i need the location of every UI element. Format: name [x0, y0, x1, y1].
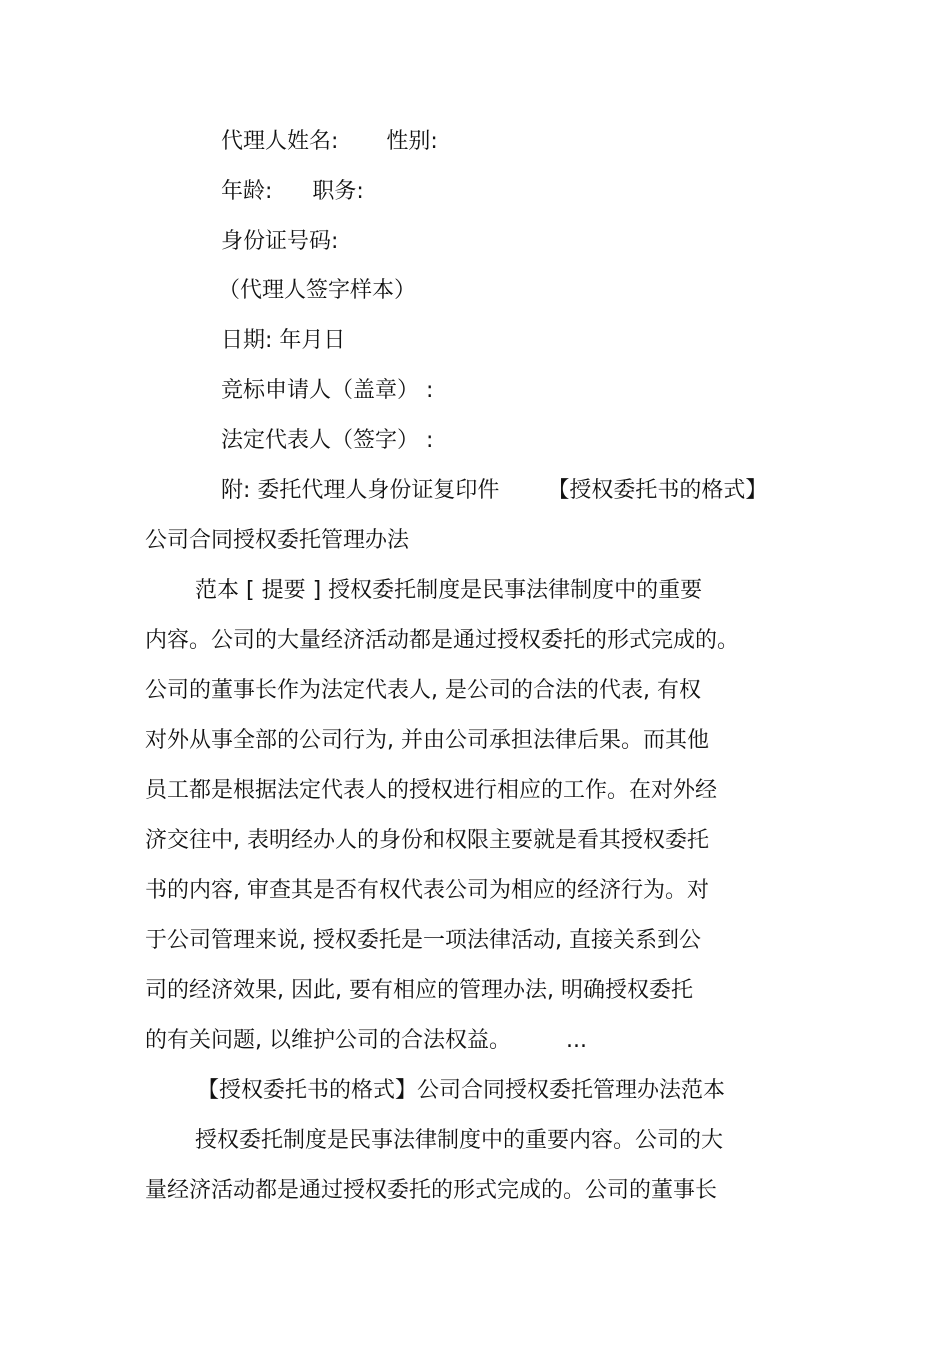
paragraph-line: 于公司管理来说, 授权委托是一项法律活动, 直接关系到公 [145, 928, 701, 953]
signature-sample-label: （代理人签字样本） [218, 278, 417, 303]
attachment-row [221, 476, 767, 506]
position-label: 职务: [312, 179, 364, 204]
applicant-seal-line: 竞标申请人（盖章） : [221, 378, 434, 403]
format-heading: 【授权委托书的格式】 [547, 478, 768, 503]
paragraph-line: 授权委托制度是民事法律制度中的重要内容。公司的大 [195, 1128, 724, 1153]
document-title: 公司合同授权委托管理办法 [145, 528, 410, 553]
age-label: 年龄: [221, 179, 273, 204]
paragraph-last-line [145, 1026, 587, 1056]
gender-label: 性别: [386, 129, 438, 154]
paragraph-line: 量经济活动都是通过授权委托的形式完成的。公司的董事长 [145, 1178, 718, 1203]
section-heading: 【授权委托书的格式】公司合同授权委托管理办法范本 [197, 1078, 726, 1103]
agent-name-label: 代理人姓名: [221, 129, 339, 154]
age-position-row [221, 177, 364, 207]
paragraph-line: 员工都是根据法定代表人的授权进行相应的工作。在对外经 [145, 778, 718, 803]
paragraph-text: 的有关问题, 以维护公司的合法权益。 [145, 1028, 511, 1053]
paragraph-line: 司的经济效果, 因此, 要有相应的管理办法, 明确授权委托 [145, 978, 693, 1003]
attachment-line: 附: 委托代理人身份证复印件 [221, 478, 500, 503]
paragraph-line: 范本 [ 提要 ] 授权委托制度是民事法律制度中的重要 [195, 578, 703, 603]
paragraph-line: 公司的董事长作为法定代表人, 是公司的合法的代表, 有权 [145, 678, 701, 703]
paragraph-line: 对外从事全部的公司行为, 并由公司承担法律后果。而其他 [145, 728, 709, 753]
id-number-label: 身份证号码: [221, 229, 339, 254]
paragraph-line: 书的内容, 审查其是否有权代表公司为相应的经济行为。对 [145, 878, 709, 903]
ellipsis: ... [566, 1028, 587, 1053]
legal-rep-signature-line: 法定代表人（签字） : [221, 428, 434, 453]
agent-name-row [221, 127, 438, 157]
paragraph-line: 内容。公司的大量经济活动都是通过授权委托的形式完成的。 [145, 628, 740, 653]
date-line: 日期: 年月日 [221, 328, 346, 353]
paragraph-line: 济交往中, 表明经办人的身份和权限主要就是看其授权委托 [145, 828, 709, 853]
